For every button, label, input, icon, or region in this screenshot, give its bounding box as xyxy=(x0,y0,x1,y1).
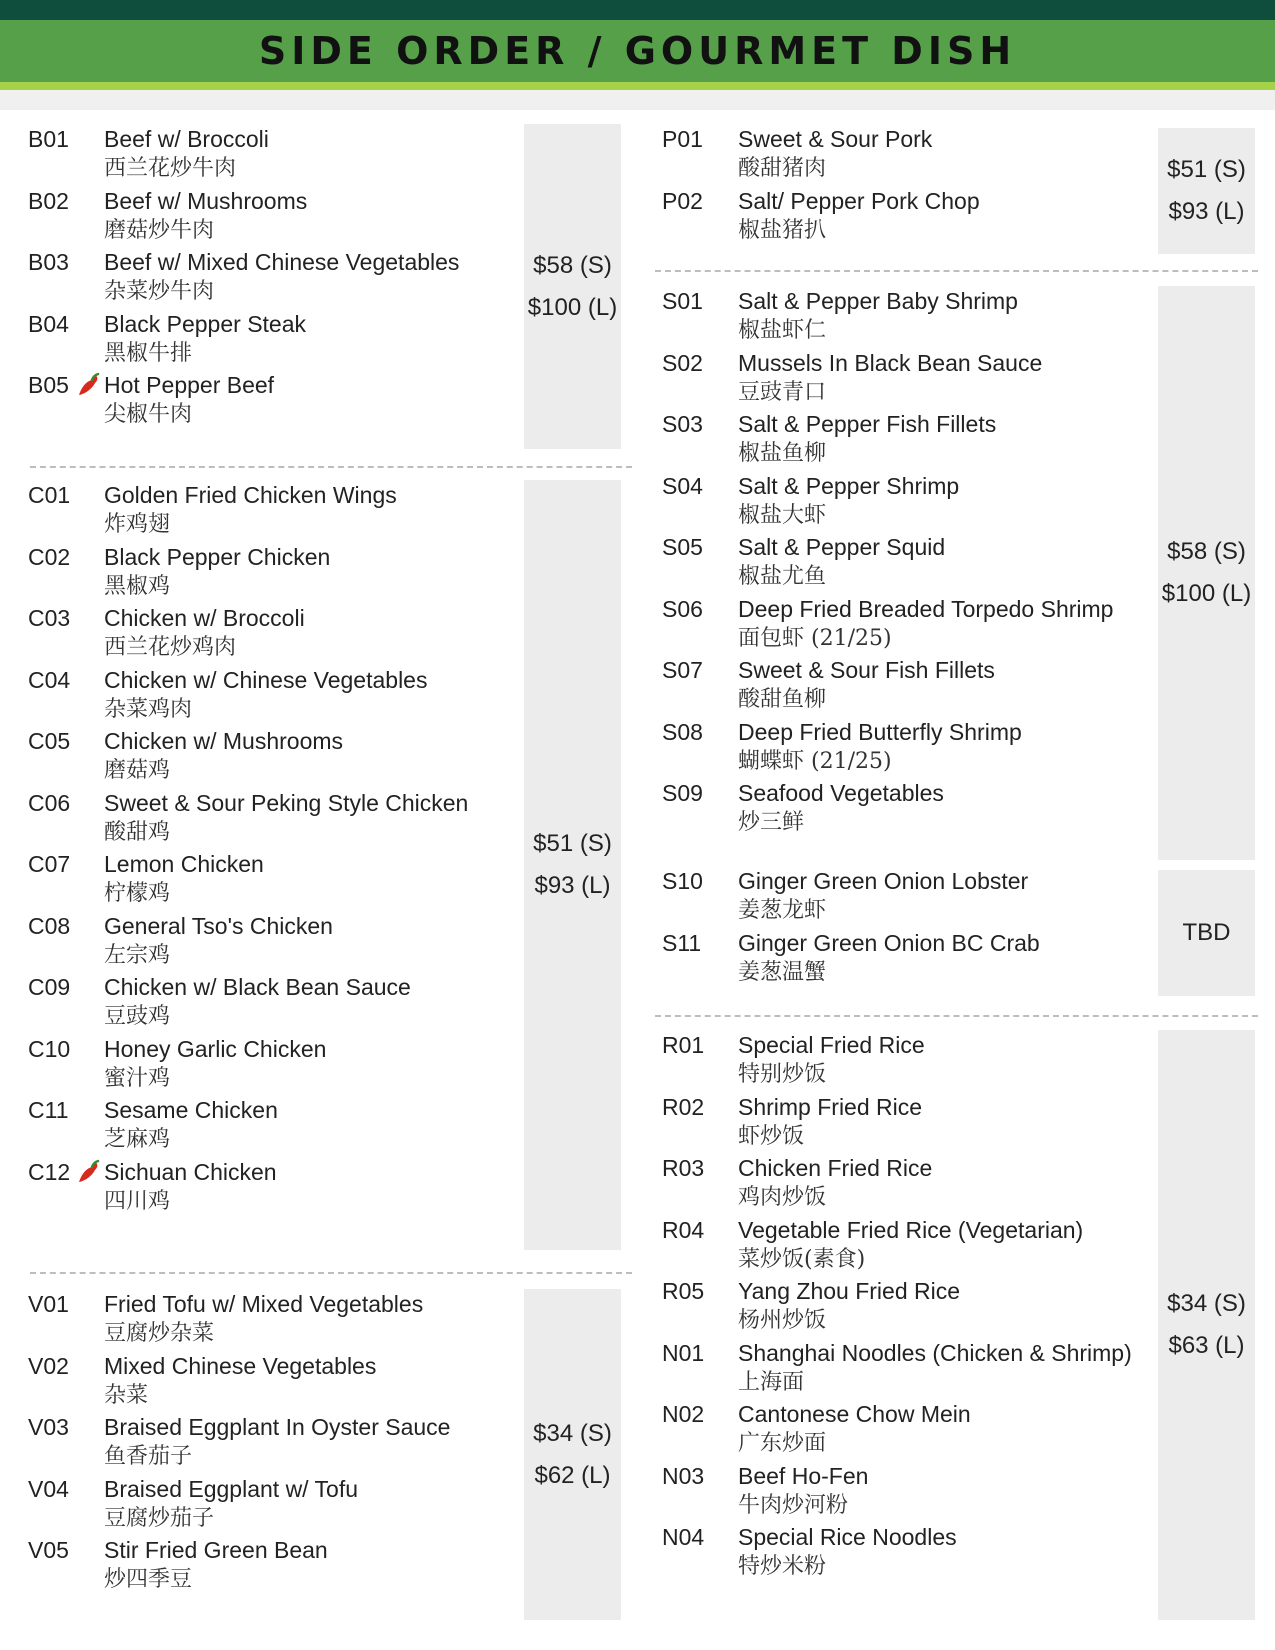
item-name-english: Ginger Green Onion BC Crab xyxy=(738,929,1040,956)
price-small: $51 (S) xyxy=(1167,156,1246,183)
item-code: N02 xyxy=(662,1401,705,1427)
item-name-english: Chicken w/ Mushrooms xyxy=(104,728,344,754)
menu-item xyxy=(640,778,1140,842)
price-box xyxy=(1158,286,1255,860)
menu-item xyxy=(640,866,1140,930)
section-vegetable xyxy=(0,1289,640,1620)
item-code: S01 xyxy=(662,288,703,314)
item-name-chinese: 杂菜炒牛肉 xyxy=(104,279,215,304)
item-code: R01 xyxy=(662,1032,705,1058)
menu-item xyxy=(0,1095,500,1159)
item-code: S11 xyxy=(662,929,702,956)
item-name-english: Sweet & Sour Fish Fillets xyxy=(738,657,995,683)
item-code: S06 xyxy=(662,595,703,622)
item-name-chinese: 炒四季豆 xyxy=(104,1567,193,1592)
item-name-chinese: 酸甜鱼柳 xyxy=(738,687,827,712)
item-name-chinese: 杨州炒饭 xyxy=(738,1308,827,1333)
menu-item xyxy=(640,1399,1140,1463)
item-name-chinese: 豆豉鸡 xyxy=(104,1004,171,1029)
item-name-chinese: 椒盐大虾 xyxy=(738,502,827,528)
price-box xyxy=(524,1289,621,1620)
price-small: $34 (S) xyxy=(1167,1290,1246,1317)
section-divider xyxy=(655,1015,1258,1017)
item-name-chinese: 炸鸡翅 xyxy=(104,512,171,537)
item-name-english: Beef w/ Broccoli xyxy=(104,126,269,152)
item-name-chinese: 椒盐鱼柳 xyxy=(738,441,827,466)
header-shadow-strip xyxy=(0,90,1275,110)
menu-item xyxy=(0,1535,500,1599)
item-name-english: Shanghai Noodles (Chicken & Shrimp) xyxy=(738,1339,1132,1366)
item-code: C03 xyxy=(28,605,71,631)
item-name-chinese: 芝麻鸡 xyxy=(104,1127,171,1152)
item-name-chinese: 姜葱龙虾 xyxy=(738,898,827,923)
item-code: S08 xyxy=(662,718,703,745)
item-name-chinese: 蝴蝶虾 (21/25) xyxy=(738,748,892,774)
menu-item xyxy=(640,1522,1140,1586)
menu-item xyxy=(0,1474,500,1538)
item-code: B02 xyxy=(28,187,69,214)
item-name-chinese: 柠檬鸡 xyxy=(104,881,171,906)
item-name-english: Lemon Chicken xyxy=(104,851,264,877)
menu-item xyxy=(0,542,500,606)
item-name-english: Yang Zhou Fried Rice xyxy=(738,1278,961,1304)
item-code: B05 xyxy=(28,372,69,398)
menu-item xyxy=(640,532,1140,596)
item-name-english: Shrimp Fried Rice xyxy=(738,1093,923,1120)
item-name-chinese: 椒盐猪扒 xyxy=(738,217,827,243)
section-seafood xyxy=(640,286,1275,860)
item-name-english: Hot Pepper Beef xyxy=(104,372,275,398)
item-name-english: Special Fried Rice xyxy=(738,1032,925,1058)
top-band xyxy=(0,0,1275,20)
item-code: C07 xyxy=(28,851,71,877)
item-name-english: Beef w/ Mushrooms xyxy=(104,187,308,214)
item-code: B03 xyxy=(28,249,69,275)
menu-item xyxy=(0,911,500,975)
item-name-chinese: 四川鸡 xyxy=(104,1188,171,1214)
menu-item xyxy=(640,655,1140,719)
item-code: V04 xyxy=(28,1475,69,1502)
item-name-chinese: 豆腐炒茄子 xyxy=(104,1505,215,1531)
menu-item xyxy=(640,594,1140,658)
menu-item xyxy=(0,1034,500,1098)
section-lobster xyxy=(640,866,1275,996)
item-name-english: Braised Eggplant In Oyster Sauce xyxy=(104,1414,451,1440)
item-name-chinese: 尖椒牛肉 xyxy=(104,402,193,427)
item-name-chinese: 椒盐虾仁 xyxy=(738,318,827,343)
item-name-english: Fried Tofu w/ Mixed Vegetables xyxy=(104,1291,424,1317)
menu-item xyxy=(0,849,500,913)
item-code: C08 xyxy=(28,912,71,939)
menu-item xyxy=(0,1351,500,1415)
price-large: $100 (L) xyxy=(527,293,618,321)
chili-pepper-icon xyxy=(76,1159,100,1185)
item-code: S02 xyxy=(662,349,703,376)
menu-item xyxy=(640,409,1140,473)
item-name-chinese: 鱼香茄子 xyxy=(104,1444,193,1469)
menu-item xyxy=(640,286,1140,350)
item-code: C01 xyxy=(28,482,71,508)
menu-item xyxy=(0,480,500,544)
item-code: V03 xyxy=(28,1414,69,1440)
item-name-english: Sweet & Sour Peking Style Chicken xyxy=(104,789,469,816)
item-name-english: Deep Fried Butterfly Shrimp xyxy=(738,718,1022,745)
menu-item xyxy=(0,186,500,250)
menu-item xyxy=(0,665,500,729)
item-name-chinese: 鸡肉炒饭 xyxy=(738,1185,827,1210)
item-name-english: Salt & Pepper Shrimp xyxy=(738,472,960,499)
price-box xyxy=(1158,870,1255,996)
item-name-english: Sweet & Sour Pork xyxy=(738,126,933,152)
item-name-chinese: 蜜汁鸡 xyxy=(104,1065,171,1091)
price-small: $58 (S) xyxy=(1167,538,1246,565)
section-divider xyxy=(30,1272,632,1274)
item-name-chinese: 上海面 xyxy=(738,1369,805,1395)
item-code: B04 xyxy=(28,310,69,337)
item-name-chinese: 左宗鸡 xyxy=(104,942,171,968)
menu-item xyxy=(640,928,1140,992)
menu-item xyxy=(0,603,500,667)
item-code: N04 xyxy=(662,1524,705,1550)
menu-item xyxy=(640,1338,1140,1402)
item-name-chinese: 面包虾 (21/25) xyxy=(738,625,892,651)
item-name-english: Special Rice Noodles xyxy=(738,1524,957,1550)
menu-item xyxy=(640,1153,1140,1217)
item-name-english: Salt & Pepper Baby Shrimp xyxy=(738,288,1018,314)
item-name-chinese: 杂菜鸡肉 xyxy=(104,696,193,722)
item-code: C06 xyxy=(28,789,71,816)
item-code: S07 xyxy=(662,657,703,683)
item-name-chinese: 西兰花炒鸡肉 xyxy=(104,635,237,660)
menu-item xyxy=(0,124,500,188)
item-name-chinese: 西兰花炒牛肉 xyxy=(104,156,237,181)
price-box xyxy=(524,480,621,1250)
item-name-english: Chicken w/ Chinese Vegetables xyxy=(104,666,428,693)
item-code: V02 xyxy=(28,1352,69,1379)
item-name-english: Seafood Vegetables xyxy=(738,780,944,806)
item-code: C02 xyxy=(28,543,71,570)
item-name-chinese: 广东炒面 xyxy=(738,1431,827,1456)
item-name-english: Beef w/ Mixed Chinese Vegetables xyxy=(104,249,460,275)
item-name-chinese: 椒盐尤鱼 xyxy=(738,564,827,589)
item-name-english: Black Pepper Chicken xyxy=(104,543,331,570)
item-name-chinese: 牛肉炒河粉 xyxy=(738,1492,849,1518)
menu-item xyxy=(640,348,1140,412)
menu-item xyxy=(0,726,500,790)
item-code: C05 xyxy=(28,728,71,754)
item-name-chinese: 菜炒饭(素食) xyxy=(738,1246,866,1272)
price-box xyxy=(1158,128,1255,254)
item-name-english: Salt & Pepper Fish Fillets xyxy=(738,411,997,437)
price-box xyxy=(524,124,621,449)
item-code: B01 xyxy=(28,126,69,152)
page-title: SIDE ORDER / GOURMET DISH xyxy=(258,29,1017,73)
item-name-english: Deep Fried Breaded Torpedo Shrimp xyxy=(738,595,1114,622)
menu-item xyxy=(0,972,500,1036)
item-code: C10 xyxy=(28,1035,71,1062)
item-name-english: Ginger Green Onion Lobster xyxy=(738,868,1029,894)
section-beef xyxy=(0,124,640,449)
menu-item xyxy=(640,471,1140,535)
menu-item xyxy=(640,717,1140,781)
accent-stripe xyxy=(0,82,1275,90)
item-name-chinese: 酸甜猪肉 xyxy=(738,156,827,181)
section-divider xyxy=(655,270,1258,272)
item-code: R04 xyxy=(662,1216,705,1243)
item-code: S03 xyxy=(662,411,703,437)
price-large: $100 (L) xyxy=(1161,580,1252,607)
menu-item xyxy=(640,1276,1140,1340)
menu-item xyxy=(0,788,500,852)
item-code: C12 xyxy=(28,1158,71,1185)
price-small: $51 (S) xyxy=(533,830,612,857)
item-name-english: Salt & Pepper Squid xyxy=(738,534,946,560)
item-name-english: Beef Ho-Fen xyxy=(738,1462,869,1489)
menu-item xyxy=(0,1412,500,1476)
item-code: S10 xyxy=(662,868,703,894)
item-name-chinese: 虾炒饭 xyxy=(738,1123,805,1149)
item-code: V01 xyxy=(28,1291,69,1317)
item-code: C09 xyxy=(28,974,71,1000)
menu-item xyxy=(640,1215,1140,1279)
item-name-english: Black Pepper Steak xyxy=(104,310,307,337)
item-name-chinese: 特炒米粉 xyxy=(738,1554,827,1579)
item-name-chinese: 黑椒鸡 xyxy=(104,573,171,599)
item-name-chinese: 特别炒饭 xyxy=(738,1062,827,1087)
section-rice-noodles xyxy=(640,1030,1275,1620)
price-tbd: TBD xyxy=(1182,919,1231,946)
item-name-chinese: 豆豉青口 xyxy=(738,379,827,405)
item-name-english: Stir Fried Green Bean xyxy=(104,1537,328,1563)
price-large: $93 (L) xyxy=(534,872,611,899)
item-code: R02 xyxy=(662,1093,705,1120)
item-code: P02 xyxy=(662,187,703,214)
item-name-english: Honey Garlic Chicken xyxy=(104,1035,327,1062)
item-name-english: General Tso's Chicken xyxy=(104,912,333,939)
price-small: $58 (S) xyxy=(533,251,612,279)
item-name-chinese: 炒三鲜 xyxy=(738,810,805,835)
item-name-english: Mussels In Black Bean Sauce xyxy=(738,349,1043,376)
item-name-chinese: 磨菇炒牛肉 xyxy=(104,217,215,243)
item-name-chinese: 姜葱温蟹 xyxy=(738,959,827,985)
section-chicken xyxy=(0,480,640,1250)
item-name-english: Vegetable Fried Rice (Vegetarian) xyxy=(738,1216,1084,1243)
item-code: R05 xyxy=(662,1278,705,1304)
title-banner xyxy=(0,20,1275,82)
item-name-english: Chicken w/ Broccoli xyxy=(104,605,305,631)
section-pork xyxy=(640,124,1275,254)
item-name-english: Mixed Chinese Vegetables xyxy=(104,1352,377,1379)
menu-item xyxy=(640,186,1140,250)
item-code: C04 xyxy=(28,666,71,693)
menu-item xyxy=(0,247,500,311)
item-code: N01 xyxy=(662,1339,705,1366)
item-name-english: Braised Eggplant w/ Tofu xyxy=(104,1475,359,1502)
item-code: P01 xyxy=(662,126,703,152)
item-name-english: Golden Fried Chicken Wings xyxy=(104,482,397,508)
menu-item xyxy=(0,370,500,434)
menu-item xyxy=(640,1461,1140,1525)
chili-pepper-icon xyxy=(76,372,100,398)
price-large: $63 (L) xyxy=(1168,1332,1245,1359)
item-code: V05 xyxy=(28,1537,69,1563)
price-small: $34 (S) xyxy=(533,1419,612,1447)
menu-item xyxy=(0,309,500,373)
item-code: C11 xyxy=(28,1097,69,1123)
item-code: S04 xyxy=(662,472,703,499)
item-name-english: Chicken w/ Black Bean Sauce xyxy=(104,974,411,1000)
item-name-english: Chicken Fried Rice xyxy=(738,1155,933,1181)
item-name-chinese: 豆腐炒杂菜 xyxy=(104,1321,215,1346)
menu-item xyxy=(640,1092,1140,1156)
item-name-english: Cantonese Chow Mein xyxy=(738,1401,971,1427)
menu-item xyxy=(640,124,1140,188)
item-code: N03 xyxy=(662,1462,705,1489)
price-box xyxy=(1158,1030,1255,1620)
item-name-chinese: 磨菇鸡 xyxy=(104,758,171,783)
item-name-chinese: 酸甜鸡 xyxy=(104,819,171,845)
item-name-english: Sesame Chicken xyxy=(104,1097,278,1123)
item-name-chinese: 杂菜 xyxy=(104,1382,149,1408)
menu-item xyxy=(640,1030,1140,1094)
price-large: $62 (L) xyxy=(534,1461,611,1489)
item-code: R03 xyxy=(662,1155,705,1181)
item-code: S05 xyxy=(662,534,703,560)
item-name-english: Salt/ Pepper Pork Chop xyxy=(738,187,980,214)
price-large: $93 (L) xyxy=(1168,198,1245,225)
item-code: S09 xyxy=(662,780,703,806)
menu-item xyxy=(0,1157,500,1221)
item-name-english: Sichuan Chicken xyxy=(104,1158,277,1185)
item-name-chinese: 黑椒牛排 xyxy=(104,340,193,366)
menu-item xyxy=(0,1289,500,1353)
section-divider xyxy=(30,466,632,468)
